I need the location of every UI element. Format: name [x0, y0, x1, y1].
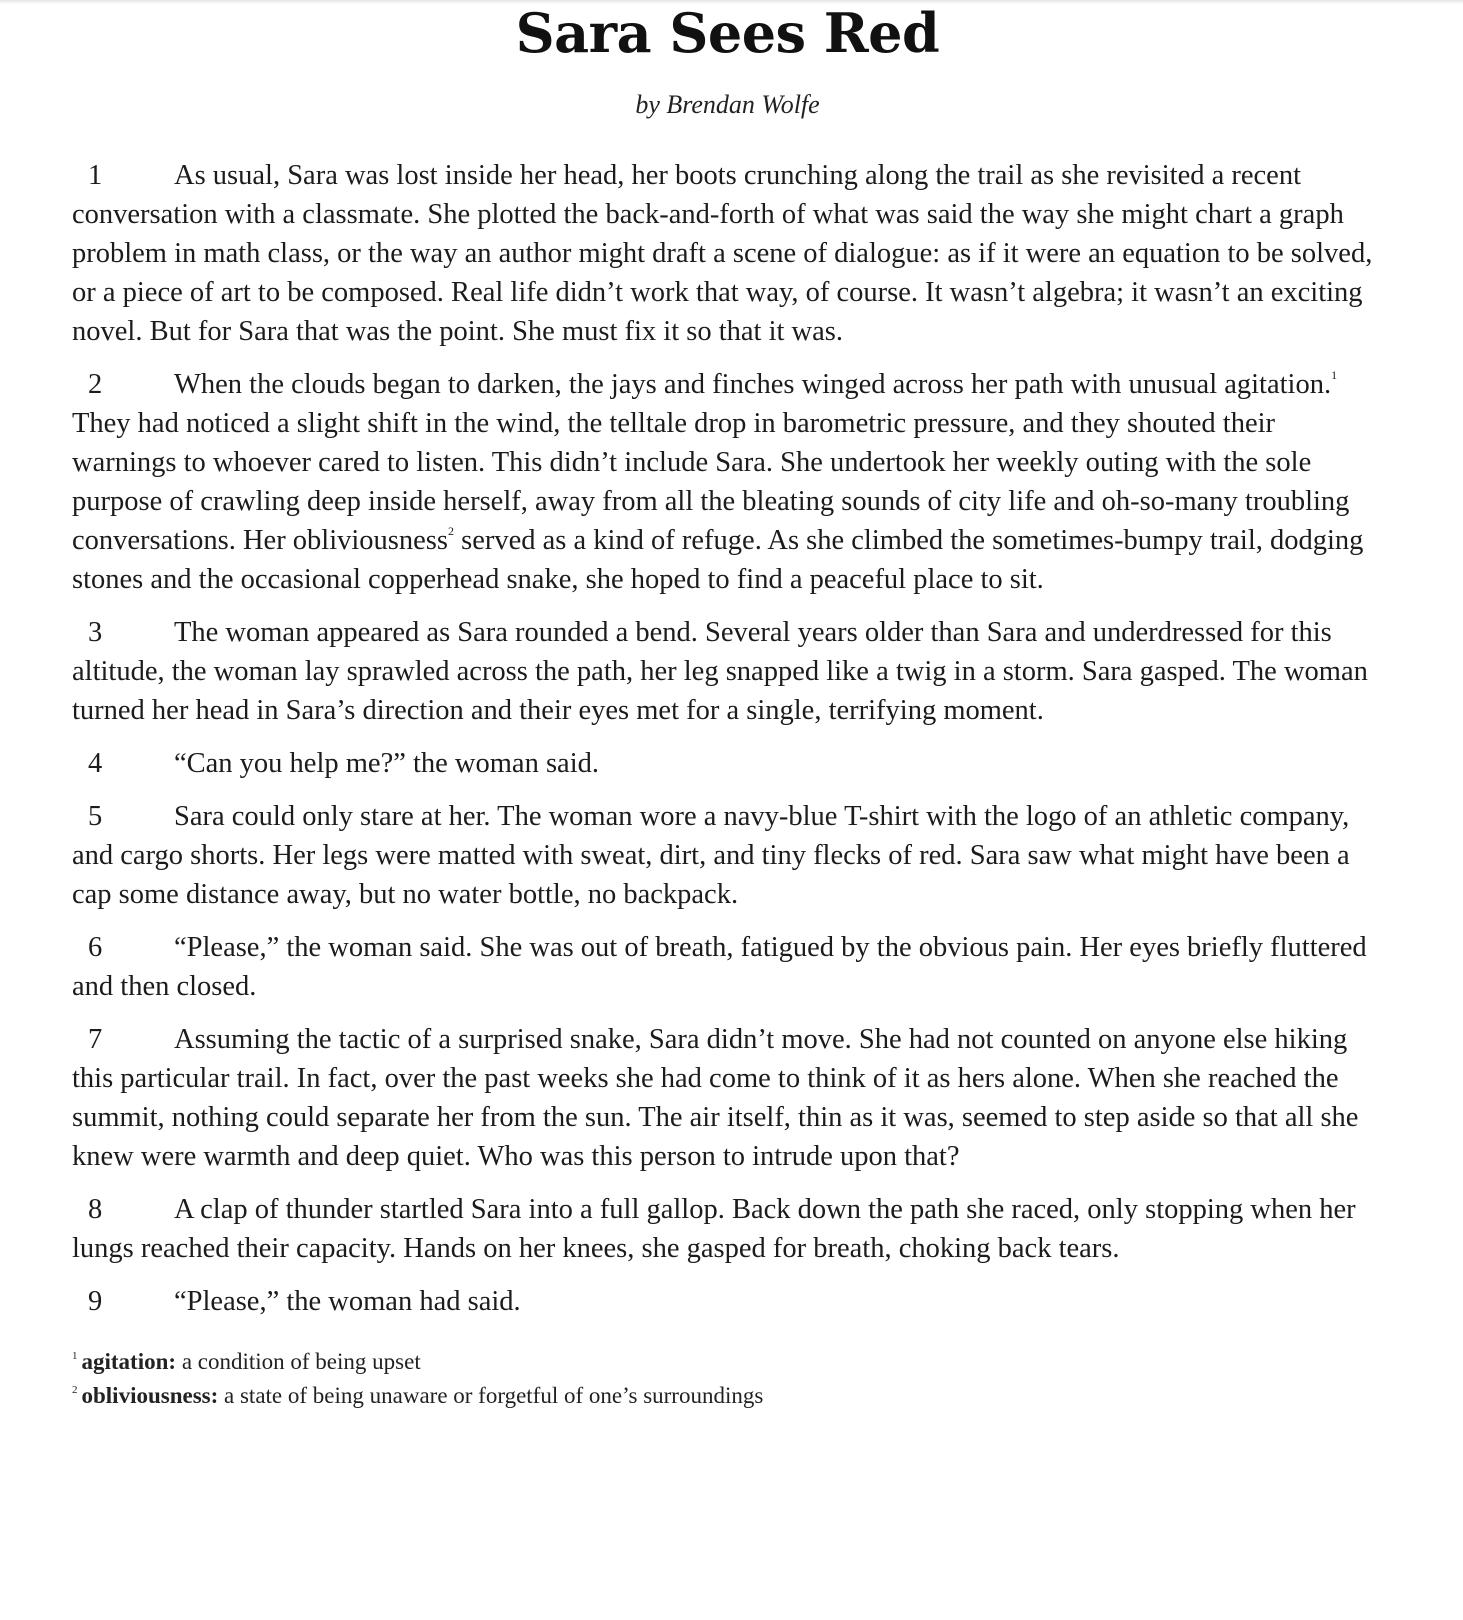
- paragraph-text: served as a kind of refuge. As she climbed the sometimes-bumpy trail, dodging stones and the occasional copperhead snake, she hoped to find a peaceful place to sit.: [72, 525, 1364, 595]
- paragraph-number: 5: [88, 801, 103, 832]
- footnote-marker: 1: [72, 1350, 78, 1362]
- footnote-definition: a condition of being upset: [176, 1349, 421, 1374]
- paragraph-7: [72, 1020, 1383, 1176]
- paragraph-number: 7: [88, 1024, 103, 1055]
- footnote-ref-1: 1: [1331, 368, 1338, 382]
- paragraph-text: A clap of thunder startled Sara into a full gallop. Back down the path she raced, only stopping when her lungs reached their capacity. Hands on her knees, she gasped for breath, choking back tears.: [72, 1194, 1356, 1264]
- paragraph-text: “Please,” the woman had said.: [174, 1286, 521, 1317]
- paragraph-text: They had noticed a slight shift in the wind, the telltale drop in barometric pressure, and they shouted their warnings to whoever cared to listen. This didn’t include Sara. She undertook her weekly outing with the sole purpose of crawling deep inside herself, away from all the bleating sounds of city life and oh-so-many troubling conversations. Her obliviousness: [72, 408, 1350, 556]
- footnote-term: agitation:: [81, 1349, 177, 1374]
- paragraph-number: 9: [88, 1286, 103, 1317]
- paragraph-4: [72, 744, 1383, 783]
- paragraph-text: The woman appeared as Sara rounded a bend. Several years older than Sara and underdressed for this altitude, the woman lay sprawled across the path, her leg snapped like a twig in a storm. Sara gasped. The woman turned her head in Sara’s direction and their eyes met for a single, terrifying moment.: [72, 617, 1368, 726]
- paragraph-1: [72, 156, 1383, 351]
- footnote-2: [72, 1379, 1383, 1413]
- paragraph-number: 8: [88, 1194, 103, 1225]
- paragraph-6: [72, 928, 1383, 1006]
- paragraph-number: 6: [88, 932, 103, 963]
- footnote-ref-2: 2: [447, 524, 454, 538]
- paragraph-text: “Can you help me?” the woman said.: [174, 748, 599, 779]
- paragraph-number: 2: [88, 369, 103, 400]
- paragraph-9: [72, 1282, 1383, 1321]
- paragraph-2: [72, 365, 1383, 599]
- paragraph-text: Assuming the tactic of a surprised snake, Sara didn’t move. She had not counted on anyone else hiking this particular trail. In fact, over the past weeks she had come to think of it as hers alone. When she reached the summit, nothing could separate her from the sun. The air itself, thin as it was, seemed to step aside so that all she knew were warmth and deep quiet. Who was this person to intrude upon that?: [72, 1024, 1359, 1172]
- footnote-term: obliviousness:: [81, 1383, 219, 1408]
- footnotes: [72, 1345, 1383, 1413]
- footnote-marker: 2: [72, 1384, 78, 1396]
- paragraph-number: 3: [88, 617, 103, 648]
- paragraph-text: “Please,” the woman said. She was out of breath, fatigued by the obvious pain. Her eyes briefly fluttered and then closed.: [72, 932, 1367, 1002]
- paragraph-3: [72, 613, 1383, 730]
- paragraph-5: [72, 797, 1383, 914]
- paragraph-text: As usual, Sara was lost inside her head, her boots crunching along the trail as she revisited a recent conversation with a classmate. She plotted the back-and-forth of what was said the way she might chart a graph problem in math class, or the way an author might draft a scene of dialogue: as if it were an equation to be solved, or a piece of art to be composed. Real life didn’t work that way, of course. It wasn’t algebra; it wasn’t an exciting novel. But for Sara that was the point. She must fix it so that it was.: [72, 160, 1373, 347]
- paragraph-text: When the clouds began to darken, the jays and finches winged across her path with unusual agitation.: [174, 369, 1332, 400]
- paragraph-8: [72, 1190, 1383, 1268]
- paragraph-text: Sara could only stare at her. The woman wore a navy-blue T-shirt with the logo of an athletic company, and cargo shorts. Her legs were matted with sweat, dirt, and tiny flecks of red. Sara saw what might have been a cap some distance away, but no water bottle, no backpack.: [72, 801, 1350, 910]
- footnote-definition: a state of being unaware or forgetful of one’s surroundings: [218, 1383, 764, 1408]
- paragraph-number: 1: [88, 160, 103, 191]
- paragraph-number: 4: [88, 748, 103, 779]
- footnote-1: [72, 1345, 1383, 1379]
- story-byline: by Brendan Wolfe: [635, 90, 820, 119]
- story-title: Sara Sees Red: [515, 1, 940, 65]
